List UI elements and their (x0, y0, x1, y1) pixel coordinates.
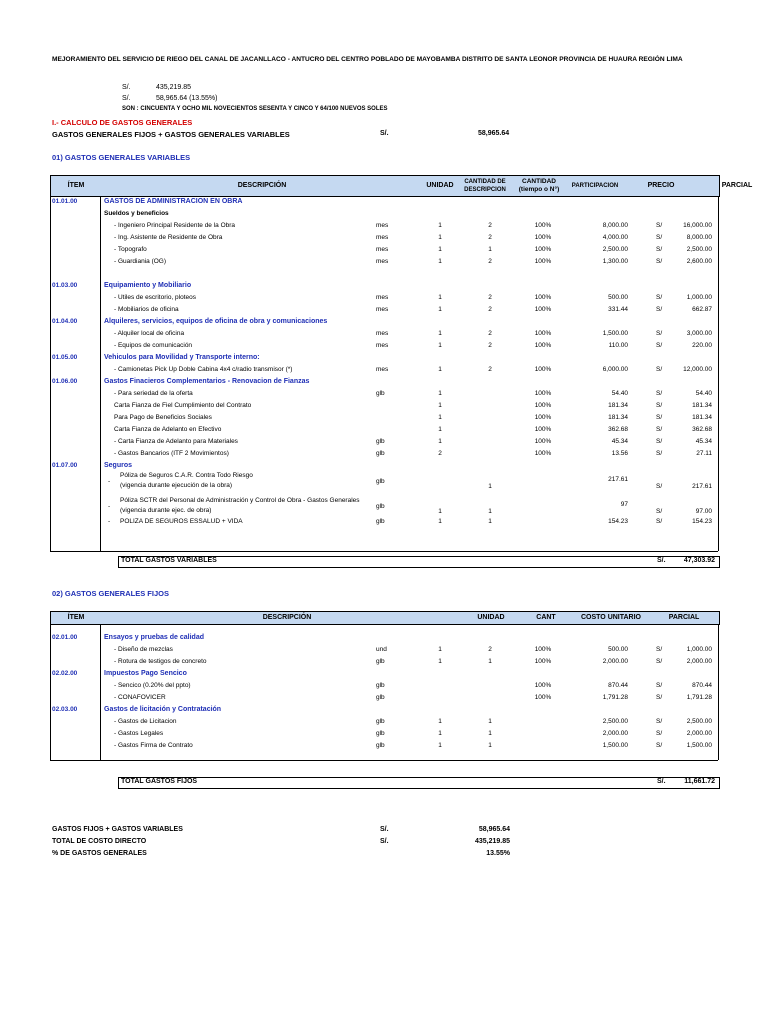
row-desc: - Gastos de Licitacion (114, 718, 177, 725)
row-bullet: - (108, 503, 111, 510)
row-precio: 54.40 (611, 390, 628, 397)
row-cant-desc: 1 (438, 508, 442, 515)
row-unit: glb (376, 658, 385, 665)
total-fijos-cur: S/. (657, 778, 666, 785)
row-desc: Para Pago de Beneficios Sociales (114, 414, 212, 421)
item-code: 02.03.00 (52, 706, 78, 713)
row-precio: 97 (620, 501, 628, 508)
row-currency: S/ (656, 426, 663, 433)
row-currency: S/ (656, 658, 663, 665)
table-row (0, 658, 768, 670)
row-currency: S/ (656, 646, 663, 653)
row-cant-desc: 1 (438, 718, 442, 725)
row-participacion: 100% (534, 258, 552, 265)
row-precio: 500.00 (608, 646, 628, 653)
table-row (0, 258, 768, 270)
variables-table-header (50, 175, 753, 197)
gg-val: 58,965.64 (478, 130, 510, 137)
row-unit: glb (376, 730, 385, 737)
table-row (0, 694, 768, 706)
group-row (0, 634, 768, 646)
row-desc: Carta Fianza de Adelanto en Efectivo (114, 426, 222, 433)
row-currency: S/ (656, 342, 663, 349)
row-precio: 154.23 (608, 518, 628, 525)
fijos-table-header (50, 611, 720, 625)
row-desc-line2: (vigencia durante ejecución de la obra) (120, 482, 233, 489)
row-participacion: 100% (534, 694, 552, 701)
table-row (0, 646, 768, 658)
row-precio: 2,500.00 (602, 246, 628, 253)
row-desc: - CONAFOVICER (114, 694, 166, 701)
row-currency: S/ (656, 414, 663, 421)
row-currency: S/ (656, 682, 663, 689)
row-currency: S/ (656, 450, 663, 457)
row-precio: 13.56 (611, 450, 628, 457)
row-cant-tiempo: 2 (488, 294, 492, 301)
row-cant-tiempo: 2 (488, 222, 492, 229)
row-participacion: 100% (534, 294, 552, 301)
item-code: 01.03.00 (52, 282, 78, 289)
footer-value: 435,219.85 (474, 838, 510, 845)
row-cant-tiempo: 1 (488, 718, 492, 725)
row-participacion: 100% (534, 234, 552, 241)
row-cant-desc: 1 (438, 646, 442, 653)
row-desc: - Gastos Firma de Contrato (114, 742, 193, 749)
item-code: 01.05.00 (52, 354, 78, 361)
group-title: Impuestos Pago Sencico (104, 670, 187, 677)
row-precio: 181.34 (608, 414, 628, 421)
group-row (0, 378, 768, 390)
table-row (0, 294, 768, 306)
row-cant-tiempo: 2 (488, 258, 492, 265)
row-precio: 500.00 (608, 294, 628, 301)
total-variables-cur: S/. (657, 557, 666, 564)
row-parcial: 154.23 (692, 518, 712, 525)
row-parcial: 2,500.00 (686, 718, 712, 725)
row-precio: 2,000.00 (602, 658, 628, 665)
row-parcial: 2,600.00 (686, 258, 712, 265)
row-cant-desc: 1 (438, 658, 442, 665)
table-row (0, 438, 768, 450)
row-cant-desc: 1 (438, 258, 442, 265)
row-currency: S/ (656, 390, 663, 397)
table-row (0, 402, 768, 414)
col-item: ÍTEM (67, 614, 85, 621)
group-row (0, 282, 768, 294)
row-desc-line1: Póliza de Seguros C.A.R. Contra Todo Riesgo (120, 472, 253, 479)
row-cant-desc: 1 (438, 234, 442, 241)
row-parcial: 3,000.00 (686, 330, 712, 337)
row-cant-desc: 1 (438, 414, 442, 421)
row-unit: mes (376, 246, 389, 253)
row-cant-desc: 1 (438, 366, 442, 373)
table-row (0, 234, 768, 246)
row-participacion: 100% (534, 390, 552, 397)
row-cant-desc: 1 (438, 330, 442, 337)
row-currency: S/ (656, 234, 663, 241)
row-desc: - Utiles de escritorio, ploteos (114, 294, 197, 301)
group-title: Seguros (104, 462, 133, 469)
row-participacion: 100% (534, 330, 552, 337)
document-title: MEJORAMIENTO DEL SERVICIO DE RIEGO DEL CANAL DE JACANLLACO - ANTUCRO DEL CENTRO POBLADO DE MAYOBAMBA DISTRITO DE SANTA LEONOR PROVINCIA DE HUAURA REGIÓN LIMA (52, 56, 683, 63)
summary-val-2: 58,965.64 (13.55%) (156, 95, 218, 102)
col-desc: DESCRIPCIÓN (262, 614, 312, 621)
insurance-row (0, 518, 768, 540)
row-currency: S/ (656, 246, 663, 253)
table-row (0, 718, 768, 730)
group-title: GASTOS DE ADMINISTRACION EN OBRA (104, 198, 243, 205)
footer-value: 13.55% (486, 850, 510, 857)
row-cant-desc: 1 (438, 438, 442, 445)
row-unit: mes (376, 342, 389, 349)
row-cant-desc: 1 (438, 426, 442, 433)
table-row (0, 414, 768, 426)
footer-currency: S/. (380, 838, 389, 845)
row-precio: 1,500.00 (602, 742, 628, 749)
row-cant-tiempo: 1 (488, 658, 492, 665)
row-participacion: 100% (534, 246, 552, 253)
row-cant-tiempo: 1 (488, 483, 492, 490)
row-desc: - Rotura de testigos de concreto (114, 658, 207, 665)
group-row (0, 198, 768, 210)
row-participacion: 100% (534, 682, 552, 689)
row-participacion: 100% (534, 646, 552, 653)
row-cant-desc: 2 (438, 450, 442, 457)
row-parcial: 362.68 (692, 426, 712, 433)
row-desc: - Guardiania (OG) (114, 258, 167, 265)
total-fijos-val: 11,661.72 (684, 778, 715, 785)
row-precio: 8,000.00 (602, 222, 628, 229)
row-parcial: 16,000.00 (683, 222, 712, 229)
total-variables-label: TOTAL GASTOS VARIABLES (121, 557, 217, 564)
row-currency: S/ (656, 330, 663, 337)
row-currency: S/ (656, 366, 663, 373)
row-unit: glb (376, 438, 385, 445)
col-cant: CANT (536, 614, 556, 621)
total-variables-val: 47,303.92 (683, 557, 715, 564)
table-row (0, 730, 768, 742)
section-title: I.- CALCULO DE GASTOS GENERALES (52, 118, 193, 127)
group-row (0, 354, 768, 366)
row-desc: - Diseño de mezclas (114, 646, 173, 653)
row-desc: - Alquiler local de oficina (114, 330, 185, 337)
footer-label: % DE GASTOS GENERALES (52, 850, 147, 857)
row-bullet: - (108, 478, 111, 485)
row-cant-desc: 1 (438, 518, 442, 525)
row-desc: - Ingeniero Principal Residente de la Obra (114, 222, 236, 229)
row-parcial: 870.44 (692, 682, 712, 689)
row-participacion: 100% (534, 402, 552, 409)
col-desc: DESCRIPCIÓN (237, 182, 287, 189)
row-participacion: 100% (534, 426, 552, 433)
row-precio: 1,791.28 (602, 694, 628, 701)
row-desc: - Topografo (114, 246, 147, 253)
row-desc: - Ing. Asistente de Residente de Obra (114, 234, 223, 241)
table-row (0, 246, 768, 258)
footer-value: 58,965.64 (478, 826, 510, 833)
item-code: 01.01.00 (52, 198, 78, 205)
row-cant-tiempo: 1 (488, 508, 492, 515)
row-cant-desc: 1 (438, 306, 442, 313)
footer-row (0, 850, 768, 862)
row-desc: - Mobiliarios de oficina (114, 306, 179, 313)
group-title: Gastos Finacieros Complementarios - Renovacion de Fianzas (104, 378, 310, 385)
row-unit: mes (376, 306, 389, 313)
col-parcial: PARCIAL (721, 182, 753, 189)
row-precio: 6,000.00 (602, 366, 628, 373)
row-desc: - Camionetas Pick Up Doble Cabina 4x4 c/radio transmisor (*) (114, 366, 293, 373)
row-cant-tiempo: 2 (488, 234, 492, 241)
table-row (0, 390, 768, 402)
row-parcial: 97.00 (695, 508, 712, 515)
col-costo: COSTO UNITARIO (580, 614, 642, 621)
row-currency: S/ (656, 730, 663, 737)
fijos-heading: 02) GASTOS GENERALES FIJOS (52, 589, 169, 598)
row-precio: 2,000.00 (602, 730, 628, 737)
footer-label: GASTOS FIJOS + GASTOS VARIABLES (52, 826, 183, 833)
row-cant-tiempo: 2 (488, 646, 492, 653)
summary-cur-2: S/. (122, 95, 131, 102)
footer-label: TOTAL DE COSTO DIRECTO (52, 838, 147, 845)
row-cant-tiempo: 1 (488, 518, 492, 525)
row-cant-desc: 1 (438, 222, 442, 229)
row-unit: mes (376, 222, 389, 229)
row-desc: - Gastos Legales (114, 730, 164, 737)
group-title: Vehiculos para Movilidad y Transporte interno: (104, 354, 260, 361)
row-desc: - Sencico (0.20% del ppto) (114, 682, 191, 689)
row-cant-tiempo: 2 (488, 342, 492, 349)
col-precio: PRECIO (647, 182, 675, 189)
table-row (0, 342, 768, 354)
table-row (0, 366, 768, 378)
row-unit: glb (376, 390, 385, 397)
row-desc-line1: Póliza SCTR del Personal de Administración y Control de Obra - Gastos Generales (120, 497, 360, 504)
total-fijos-label: TOTAL GASTOS FIJOS (121, 778, 198, 785)
table-row (0, 306, 768, 318)
item-code: 02.02.00 (52, 670, 78, 677)
item-code: 01.06.00 (52, 378, 78, 385)
row-parcial: 181.34 (692, 402, 712, 409)
row-cant-tiempo: 1 (488, 742, 492, 749)
row-unit: glb (376, 718, 385, 725)
row-cant-tiempo: 2 (488, 306, 492, 313)
row-parcial: 8,000.00 (686, 234, 712, 241)
row-participacion: 100% (534, 366, 552, 373)
gg-cur: S/. (380, 130, 389, 137)
row-cant-tiempo: 2 (488, 366, 492, 373)
row-unit: glb (376, 450, 385, 457)
row-cant-tiempo: 2 (488, 330, 492, 337)
variables-heading: 01) GASTOS GENERALES VARIABLES (52, 153, 191, 162)
table-row (0, 210, 768, 222)
row-participacion: 100% (534, 342, 552, 349)
row-unit: glb (376, 694, 385, 701)
table-row (0, 682, 768, 694)
col-unidad: UNIDAD (477, 614, 505, 621)
item-code: 01.04.00 (52, 318, 78, 325)
row-unit: glb (376, 742, 385, 749)
footer-row (0, 826, 768, 838)
row-precio: 181.34 (608, 402, 628, 409)
group-title: Equipamiento y Mobiliario (104, 282, 192, 289)
row-parcial: 1,500.00 (686, 742, 712, 749)
row-desc: Carta Fianza de Fiel Cumplimiento del Contrato (114, 402, 252, 409)
row-parcial: 2,000.00 (686, 730, 712, 737)
row-cant-desc: 1 (438, 742, 442, 749)
row-participacion: 100% (534, 438, 552, 445)
row-parcial: 1,791.28 (686, 694, 712, 701)
subgroup-title: Sueldos y beneficios (104, 210, 169, 217)
group-title: Gastos de licitación y Contratación (104, 706, 222, 713)
row-precio: 45.34 (611, 438, 628, 445)
total-variables (118, 556, 720, 568)
row-precio: 362.68 (608, 426, 628, 433)
item-code: 02.01.00 (52, 634, 78, 641)
table-row (0, 222, 768, 234)
table-row (0, 742, 768, 754)
col-cant-desc: CANTIDAD DE DESCRIPCION (464, 179, 506, 193)
total-fijos (118, 777, 720, 789)
row-currency: S/ (656, 438, 663, 445)
row-parcial: 662.87 (692, 306, 712, 313)
row-unit: mes (376, 366, 389, 373)
summary-cur-1: S/. (122, 84, 131, 91)
row-unit: glb (376, 478, 385, 485)
row-unit: mes (376, 234, 389, 241)
row-precio: 110.00 (608, 342, 628, 349)
row-parcial: 2,000.00 (686, 658, 712, 665)
row-desc: - Carta Fianza de Adelanto para Materiales (114, 438, 238, 445)
row-currency: S/ (656, 306, 663, 313)
row-precio: 217.61 (608, 476, 628, 483)
col-item: ÍTEM (67, 182, 85, 189)
insurance-row (0, 497, 768, 519)
row-unit: glb (376, 503, 385, 510)
row-parcial: 54.40 (695, 390, 712, 397)
row-unit: mes (376, 330, 389, 337)
row-unit: glb (376, 682, 385, 689)
row-precio: 1,500.00 (602, 330, 628, 337)
group-row (0, 318, 768, 330)
row-parcial: 27.11 (696, 450, 712, 457)
row-bullet: - (108, 518, 111, 525)
summary-val-1: 435,219.85 (156, 84, 192, 91)
footer-currency: S/. (380, 826, 389, 833)
footer-row (0, 838, 768, 850)
row-participacion: 100% (534, 306, 552, 313)
row-currency: S/ (656, 694, 663, 701)
group-row (0, 706, 768, 718)
row-currency: S/ (656, 508, 663, 515)
row-unit: glb (376, 518, 385, 525)
row-parcial: 1,000.00 (686, 294, 712, 301)
row-participacion: 100% (534, 450, 552, 457)
row-parcial: 1,000.00 (686, 646, 712, 653)
row-cant-desc: 1 (438, 390, 442, 397)
row-participacion: 100% (534, 658, 552, 665)
group-title: Alquileres, servicios, equipos de oficina de obra y comunicaciones (104, 318, 328, 325)
col-cant-tiempo: CANTIDAD (tiempo o N°) (518, 178, 560, 193)
group-title: Ensayos y pruebas de calidad (104, 634, 204, 641)
row-desc: - Equipos de comunicación (114, 342, 193, 349)
gg-label: GASTOS GENERALES FIJOS + GASTOS GENERALES VARIABLES (52, 130, 290, 139)
row-cant-desc: 1 (438, 342, 442, 349)
table-row (0, 426, 768, 438)
row-unit: mes (376, 294, 389, 301)
row-parcial: 45.34 (695, 438, 712, 445)
insurance-row (0, 472, 768, 494)
row-currency: S/ (656, 718, 663, 725)
row-participacion: 100% (534, 414, 552, 421)
row-cant-tiempo: 1 (488, 730, 492, 737)
col-parcial: PARCIAL (668, 614, 700, 621)
row-precio: 1,300.00 (602, 258, 628, 265)
son-text: SON : CINCUENTA Y OCHO MIL NOVECIENTOS SESENTA Y CINCO Y 64/100 NUEVOS SOLES (122, 106, 388, 112)
row-precio: 870.44 (608, 682, 628, 689)
row-cant-desc: 1 (438, 730, 442, 737)
row-participacion: 100% (534, 222, 552, 229)
row-unit: und (376, 646, 387, 653)
row-unit: mes (376, 258, 389, 265)
item-code: 01.07.00 (52, 462, 78, 469)
row-parcial: 220.00 (692, 342, 712, 349)
row-desc: - Para seriedad de la oferta (114, 390, 193, 397)
row-currency: S/ (656, 258, 663, 265)
col-part: PARTICIPACION (571, 183, 619, 189)
row-desc: - Gastos Bancarios (ITF 2 Movimientos) (114, 450, 229, 457)
group-row (0, 670, 768, 682)
row-currency: S/ (656, 518, 663, 525)
row-precio: 331.44 (608, 306, 628, 313)
row-desc-line1: POLIZA DE SEGUROS ESSALUD + VIDA (120, 518, 243, 525)
row-currency: S/ (656, 483, 663, 490)
row-desc-line2: (vigencia durante ejec. de obra) (120, 507, 212, 514)
row-cant-desc: 1 (438, 402, 442, 409)
row-currency: S/ (656, 294, 663, 301)
row-cant-tiempo: 1 (488, 246, 492, 253)
row-parcial: 217.61 (692, 483, 712, 490)
row-currency: S/ (656, 742, 663, 749)
row-cant-desc: 1 (438, 246, 442, 253)
row-cant-desc: 1 (438, 294, 442, 301)
row-parcial: 12,000.00 (683, 366, 712, 373)
row-parcial: 181.34 (692, 414, 712, 421)
table-row (0, 450, 768, 462)
row-currency: S/ (656, 402, 663, 409)
row-parcial: 2,500.00 (686, 246, 712, 253)
row-precio: 2,500.00 (602, 718, 628, 725)
table-row (0, 330, 768, 342)
col-unidad: UNIDAD (426, 182, 454, 189)
row-currency: S/ (656, 222, 663, 229)
row-precio: 4,000.00 (602, 234, 628, 241)
